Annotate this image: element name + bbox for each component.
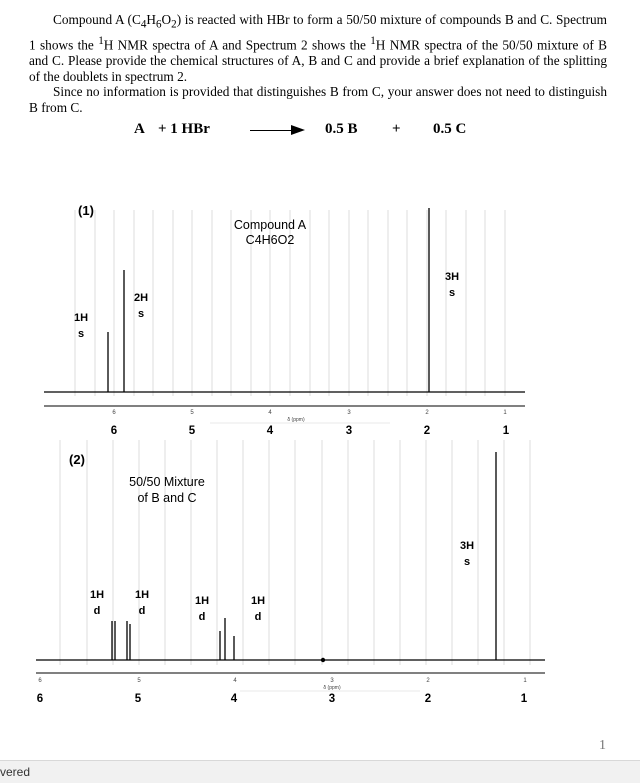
tick-label: 5 (188, 425, 196, 437)
spectrum-2-marker-dot (321, 658, 325, 662)
status-bar-text: vered (0, 765, 31, 779)
peak-multiplicity: d (138, 605, 146, 617)
nmr-spectrum-2 (0, 440, 640, 715)
small-tick-label: 5 (137, 678, 141, 684)
tick-label: 3 (328, 693, 336, 705)
small-tick-label: 1 (503, 410, 507, 416)
status-bar (0, 760, 640, 783)
peak-integration: 1H (134, 589, 150, 601)
small-tick-label: 3 (347, 410, 351, 416)
spectrum-1-small-tick-labels (112, 410, 507, 423)
spectrum-1-big-tick-labels (111, 425, 510, 437)
question-paragraph-2: Since no information is provided that distinguishes B from C, your answer does not need to distinguish B from C. (29, 84, 607, 115)
plus-sign: + (392, 121, 401, 137)
peak-multiplicity: d (93, 605, 101, 617)
peak-integration: 1H (89, 589, 105, 601)
small-tick-label: 6 (38, 678, 42, 684)
spectrum-1-panel-label: (1) (78, 203, 94, 218)
peak-multiplicity: s (77, 328, 85, 340)
spectrum-1-formula: C4H6O2 (245, 233, 295, 247)
peak-multiplicity: d (254, 611, 262, 623)
peak-multiplicity: d (198, 611, 206, 623)
small-tick-label: 5 (190, 410, 194, 416)
spectrum-2-title: 50/50 Mixture (129, 475, 205, 489)
nmr-spectrum-1 (0, 190, 640, 440)
spectrum-2-subtitle: of B and C (137, 491, 197, 505)
peak-multiplicity: s (137, 308, 145, 320)
tick-label: 2 (423, 425, 431, 437)
tick-label: 1 (520, 693, 528, 705)
page-number: 1 (599, 738, 606, 753)
small-tick-label: 4 (233, 678, 237, 684)
spectrum-2-small-tick-labels (38, 678, 527, 691)
peak-integration: 1H (194, 595, 210, 607)
small-tick-label: 6 (112, 410, 116, 416)
tick-label: 4 (230, 693, 238, 705)
spectrum-2-panel-label: (2) (69, 452, 85, 467)
tick-label: 1 (502, 425, 510, 437)
question-paragraph-1: Compound A $(C_4H_6O_2)$ is reacted with HBr to form a 50/50 mixture of compounds B and C. Spectrum 1 shows the $^1$H NMR spectra of A and Spectrum 2 shows the $^1$H NMR spectra of the 50/50 mixture of B and C. Please provide the chemical structures of A, B and C and provide a brief explanation of the splitting of the doublets in spectrum 2. (29, 12, 607, 85)
peak-integration: 3H (459, 540, 475, 552)
product-c: 0.5 C (433, 121, 467, 137)
peak-multiplicity: s (463, 556, 471, 568)
spectrum-2-big-tick-labels (37, 693, 528, 705)
small-axis-label: δ (ppm) (287, 417, 305, 423)
tick-label: 6 (110, 425, 118, 437)
small-tick-label: 4 (268, 410, 272, 416)
tick-label: 5 (134, 693, 142, 705)
tick-label: 3 (345, 425, 353, 437)
peak-multiplicity: s (448, 287, 456, 299)
reaction-equation (0, 121, 640, 141)
reaction-arrowhead (291, 125, 305, 135)
small-tick-label: 3 (330, 678, 334, 684)
small-tick-label: 1 (523, 678, 527, 684)
peak-integration: 1H (250, 595, 266, 607)
peak-integration: 2H (133, 292, 149, 304)
tick-label: 4 (266, 425, 274, 437)
product-b: 0.5 B (325, 121, 358, 137)
peak-integration: 1H (73, 312, 89, 324)
small-tick-label: 2 (425, 410, 429, 416)
small-tick-label: 2 (426, 678, 430, 684)
tick-label: 2 (424, 693, 432, 705)
spectrum-1-title: Compound A (233, 218, 307, 232)
peak-integration: 3H (444, 271, 460, 283)
tick-label: 6 (36, 693, 44, 705)
reactant: A (134, 121, 145, 137)
reagent: + 1 HBr (158, 121, 210, 137)
small-axis-label: δ (ppm) (323, 685, 341, 691)
